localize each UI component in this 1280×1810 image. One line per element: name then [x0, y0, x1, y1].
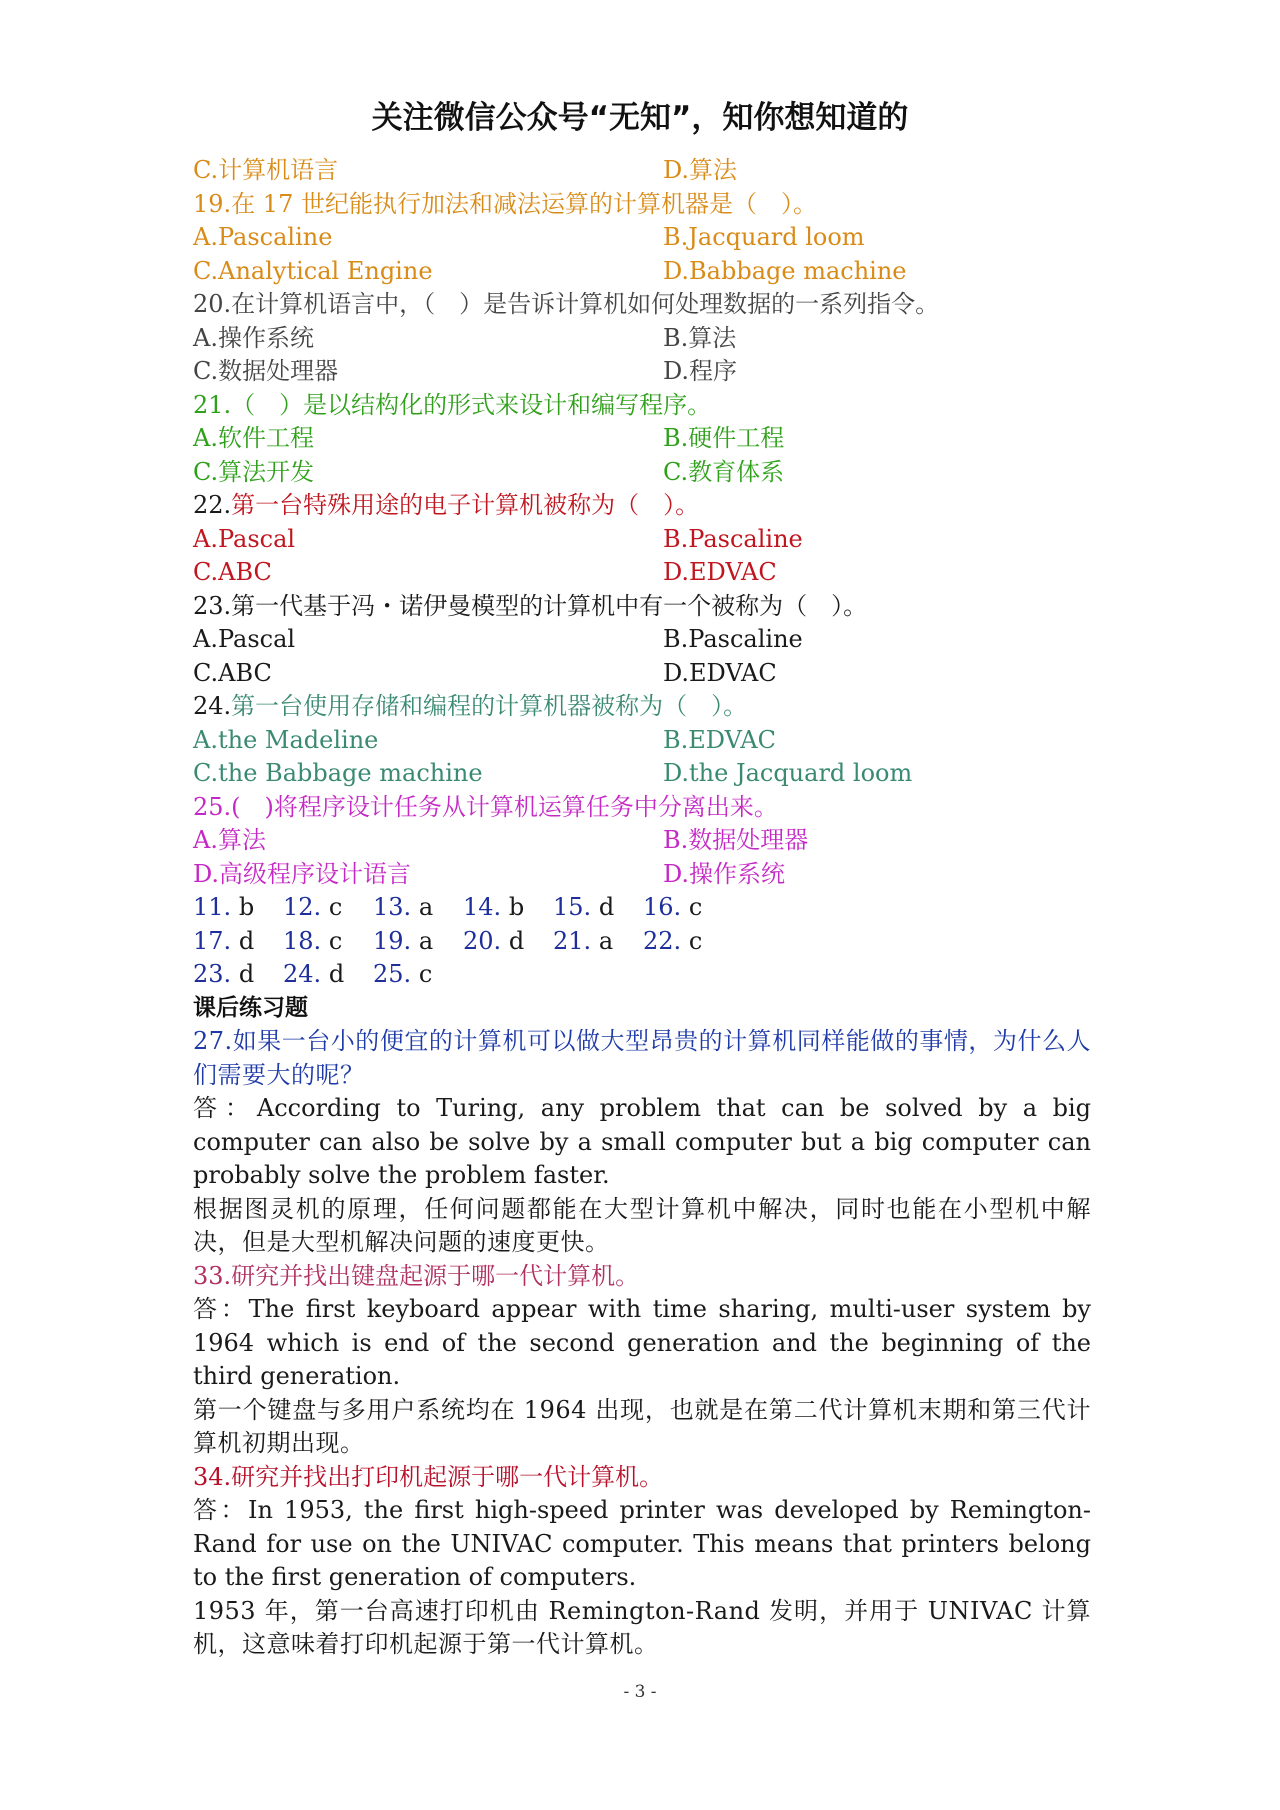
q24-option-b: B.EDVAC	[663, 725, 777, 754]
q20-option-c: C.数据处理器	[193, 357, 339, 385]
q34-answer-cn: 1953 年，第一台高速打印机由 Remington-Rand 发明，并用于 UNIVAC 计算机，这意味着打印机起源于第一代计算机。	[193, 1596, 1091, 1658]
q25-stem: 25.( )将程序设计任务从计算机运算任务中分离出来。	[193, 792, 778, 821]
q20-option-d: D.程序	[663, 357, 738, 385]
exercise-heading: 课后练习题	[193, 994, 308, 1021]
q23-option-d: D.EDVAC	[663, 658, 777, 687]
answer-item: 25. c	[373, 960, 433, 988]
q25-option-c: D.高级程序设计语言	[193, 859, 412, 888]
answer-item: 21. a	[553, 926, 614, 955]
q19-option-c: C.Analytical Engine	[193, 256, 433, 285]
document-body	[193, 154, 1091, 1662]
q20-options-cd	[193, 355, 1091, 389]
q25-options-ab	[193, 824, 1091, 858]
answer-item: 17. d	[193, 926, 255, 955]
answer-item: 13. a	[373, 893, 434, 921]
q20-option-a: A.操作系统	[193, 323, 314, 352]
q19-option-d: D.Babbage machine	[663, 256, 907, 285]
q22-options-ab	[193, 523, 1091, 557]
q25-options-cd	[193, 858, 1091, 892]
q25-option-b: B.数据处理器	[663, 826, 809, 854]
q27-answer-en: 答：According to Turing, any problem that can be solved by a big computer can also be solve by a small computer but a big computer can probably solve the problem faster.	[193, 1094, 1091, 1189]
page-title: 关注微信公众号“无知”，知你想知道的	[371, 100, 909, 136]
q23-option-c: C.ABC	[193, 658, 272, 687]
q24-number: 24.	[193, 692, 232, 720]
q23-stem: 23.第一代基于冯・诺伊曼模型的计算机中有一个被称为（ ）。	[193, 591, 868, 620]
q21-option-a: A.软件工程	[193, 424, 314, 452]
q20-options-ab	[193, 322, 1091, 356]
answer-item: 12. c	[283, 893, 343, 921]
q21-options-cd	[193, 456, 1091, 490]
answer-item: 23. d	[193, 960, 255, 988]
q22-text: 第一台特殊用途的电子计算机被称为（ ）。	[231, 491, 700, 519]
q19-options-cd	[193, 255, 1091, 289]
q27-question: 27.如果一台小的便宜的计算机可以做大型昂贵的计算机同样能做的事情，为什么人们需要大的呢？	[193, 1027, 1091, 1089]
q25-option-a: A.算法	[193, 826, 266, 854]
q27-answer-cn: 根据图灵机的原理，任何问题都能在大型计算机中解决，同时也能在小型机中解决，但是大型机解决问题的速度更快。	[193, 1194, 1091, 1256]
answer-item: 15. d	[553, 893, 615, 921]
answer-item: 16. c	[643, 893, 703, 921]
q33-answer-en: 答：The first keyboard appear with time sharing, multi-user system by 1964 which is end of the second generation and the beginning of the third generation.	[193, 1295, 1091, 1390]
q19-option-a: A.Pascaline	[193, 223, 333, 251]
q22-option-c: C.ABC	[193, 558, 272, 586]
answer-item: 14. b	[463, 893, 525, 921]
q34-question: 34.研究并找出打印机起源于哪一代计算机。	[193, 1462, 664, 1491]
q20-option-b: B.算法	[663, 323, 737, 352]
q22-option-a: A.Pascal	[193, 524, 296, 553]
q33-question: 33.研究并找出键盘起源于哪一代计算机。	[193, 1261, 640, 1290]
q20-stem: 20.在计算机语言中，（ ）是告诉计算机如何处理数据的一系列指令。	[193, 290, 940, 318]
q22-option-b: B.Pascaline	[663, 524, 803, 553]
answer-item: 18. c	[283, 926, 343, 955]
q22-options-cd	[193, 556, 1091, 590]
q24-text: 第一台使用存储和编程的计算机器被称为（ ）。	[231, 692, 748, 720]
q24-option-d: D.the Jacquard loom	[663, 759, 913, 787]
q21-options-ab	[193, 422, 1091, 456]
q21-option-c: C.算法开发	[193, 457, 315, 486]
q19-option-b: B.Jacquard loom	[663, 223, 865, 251]
answer-item: 19. a	[373, 926, 434, 955]
q21-option-b: B.硬件工程	[663, 424, 785, 452]
q24-options-ab	[193, 724, 1091, 758]
page-number: - 3 -	[623, 1682, 657, 1702]
q23-options-ab	[193, 623, 1091, 657]
q25-option-d: D.操作系统	[663, 859, 786, 888]
q34-answer-en: 答：In 1953, the first high-speed printer was developed by Remington-Rand for use on the UNIVAC computer. This means that printers belong to the first generation of computers.	[193, 1496, 1091, 1591]
q24-option-a: A.the Madeline	[193, 725, 379, 754]
answer-key-row	[193, 891, 1091, 925]
q19-stem: 19.在 17 世纪能执行加法和减法运算的计算机器是（ ）。	[193, 189, 817, 218]
q24-stem	[193, 690, 1091, 724]
q24-option-c: C.the Babbage machine	[193, 759, 483, 787]
q33-answer-cn: 第一个键盘与多用户系统均在 1964 出现，也就是在第二代计算机末期和第三代计算机初期出现。	[193, 1395, 1091, 1457]
answer-item: 22. c	[643, 926, 703, 955]
q21-option-d: C.教育体系	[663, 457, 785, 486]
q23-options-cd	[193, 657, 1091, 691]
q18-option-c: C.计算机语言	[193, 156, 339, 184]
q23-option-a: A.Pascal	[193, 625, 296, 653]
q24-options-cd	[193, 757, 1091, 791]
q18-option-d: D.算法	[663, 156, 738, 184]
answer-key-row	[193, 925, 1091, 959]
q22-stem	[193, 489, 1091, 523]
answer-key-row	[193, 958, 1091, 992]
q23-option-b: B.Pascaline	[663, 625, 803, 653]
answer-item: 24. d	[283, 960, 345, 988]
q18-options	[193, 154, 1091, 188]
answer-item: 11. b	[193, 893, 255, 921]
answer-item: 20. d	[463, 926, 525, 955]
q22-number: 22.	[193, 491, 232, 519]
q19-options-ab	[193, 221, 1091, 255]
q21-stem: 21.（ ）是以结构化的形式来设计和编写程序。	[193, 390, 712, 419]
q22-option-d: D.EDVAC	[663, 558, 777, 586]
